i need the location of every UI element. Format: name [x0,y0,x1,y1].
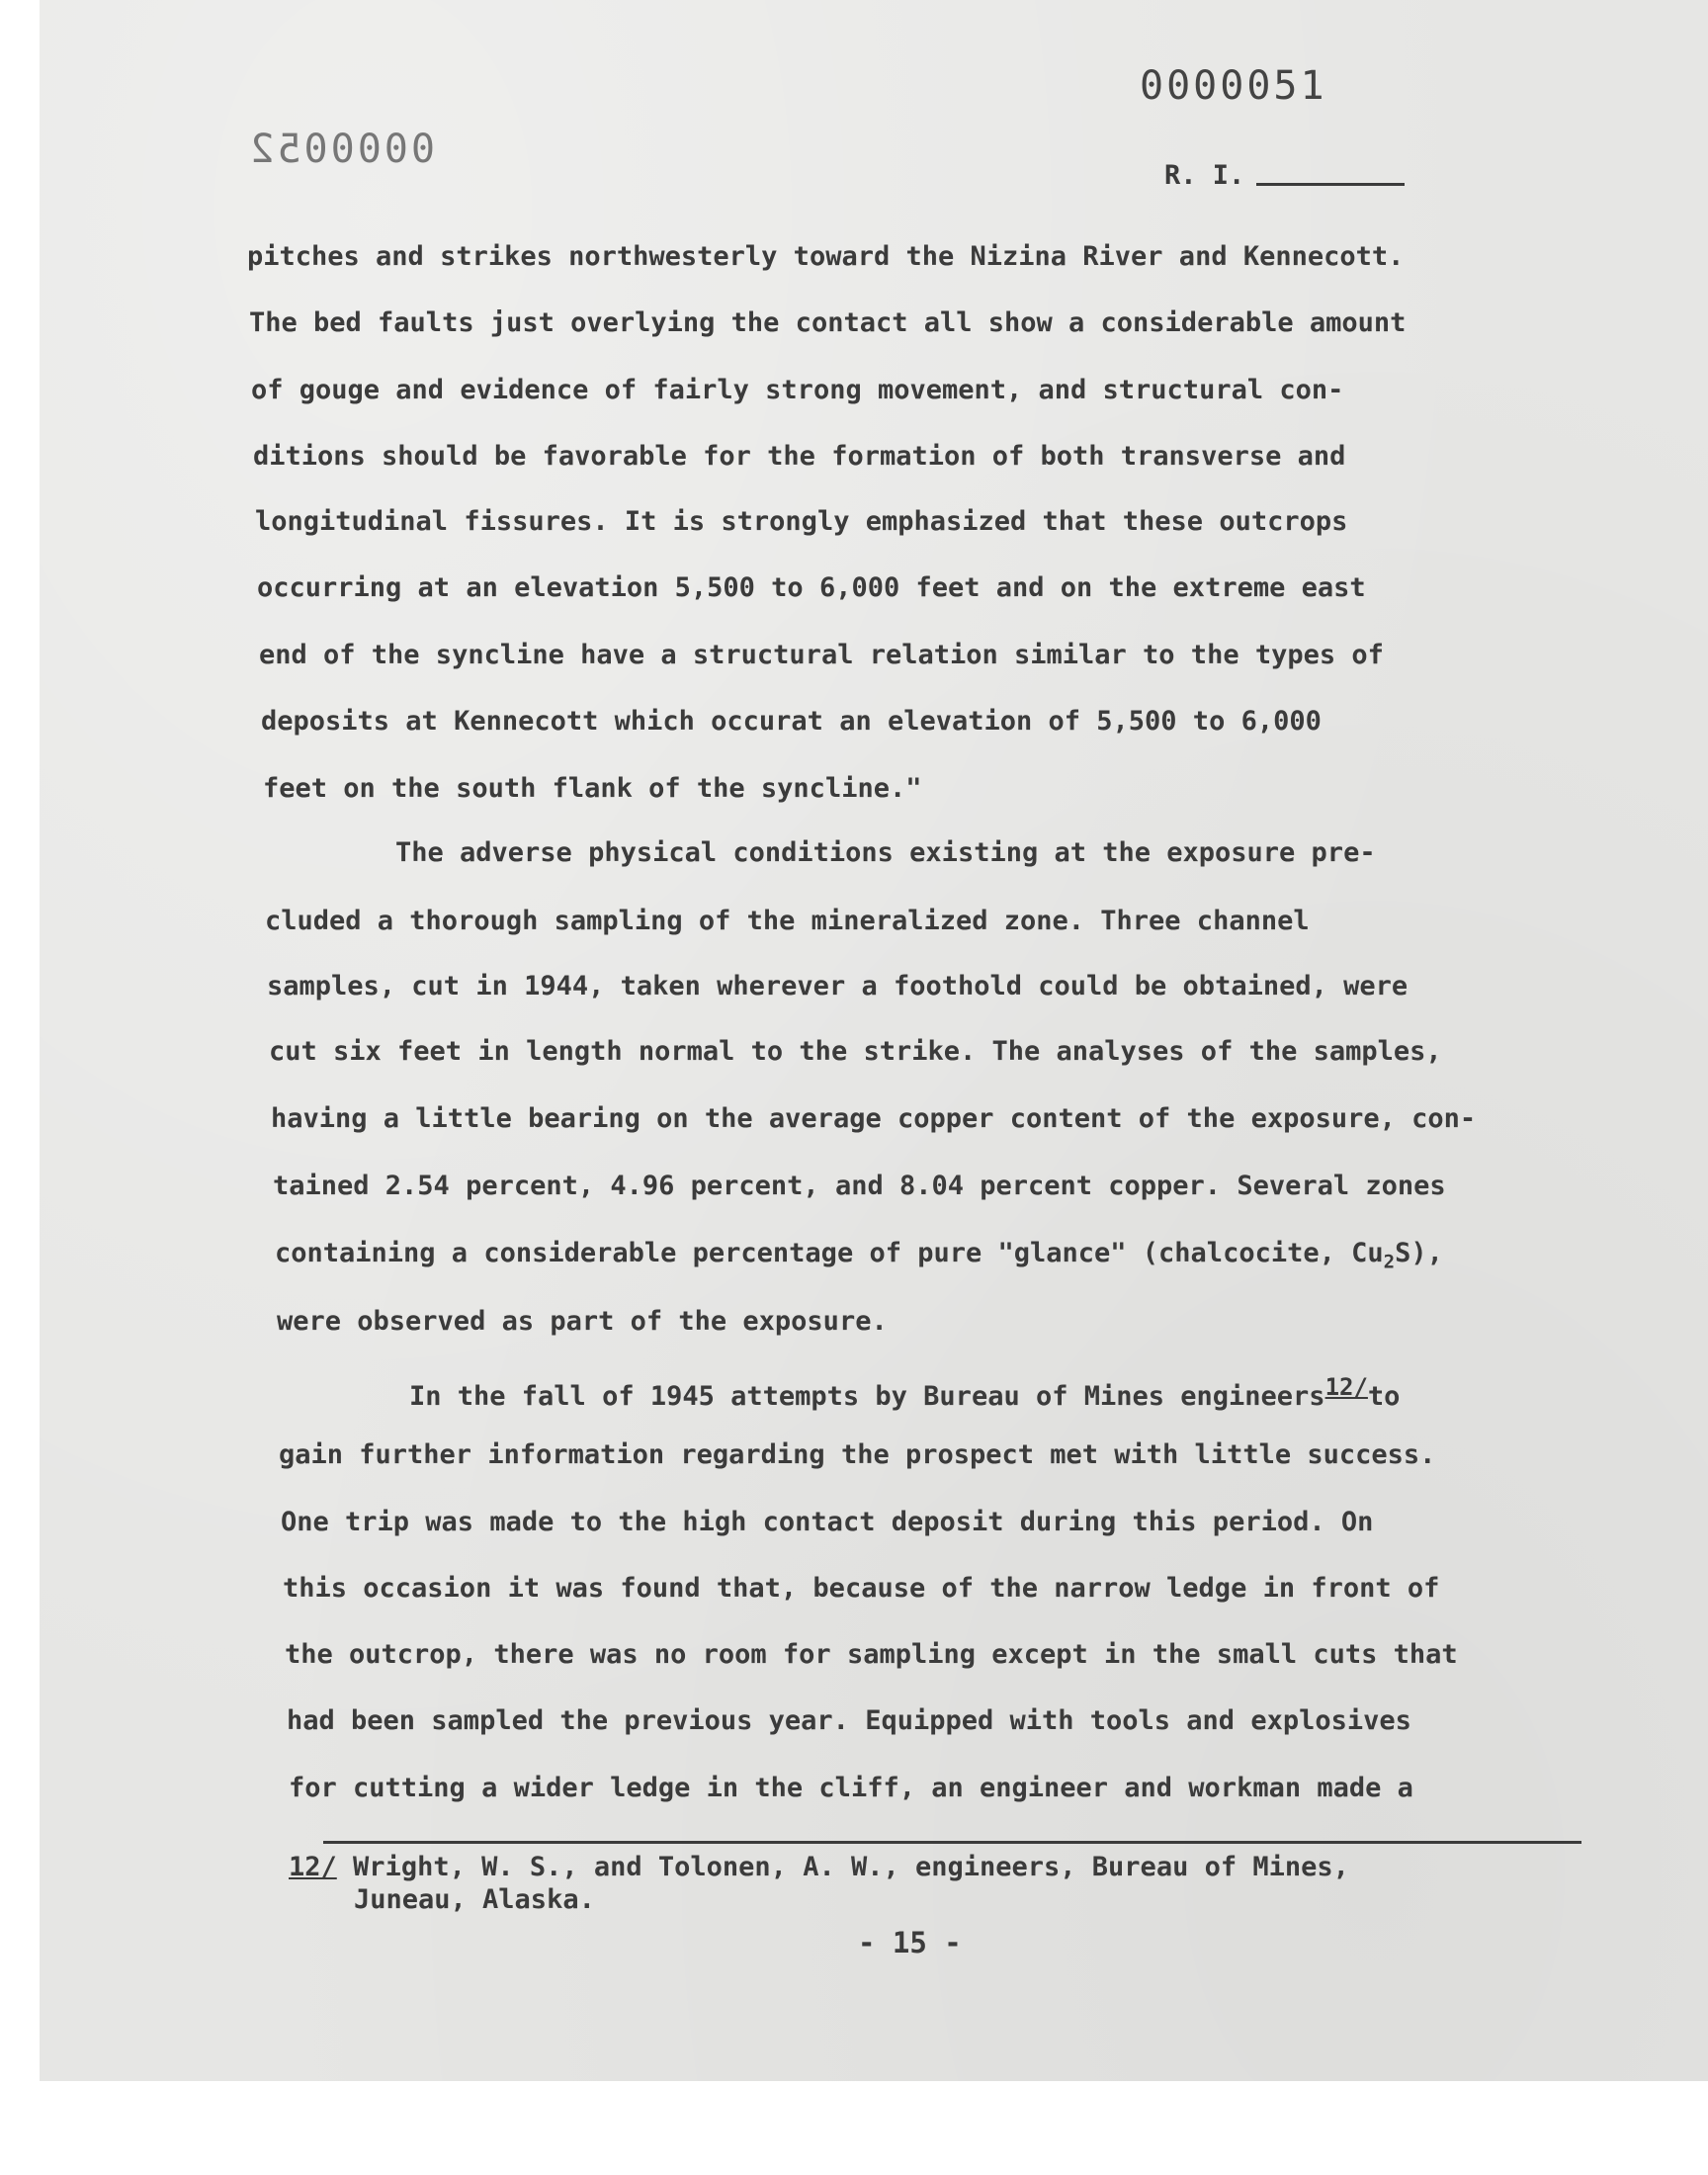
text-line-9: feet on the south flank of the syncline." [263,773,922,804]
text-line-24: for cutting a wider ledge in the cliff, an engineer and workman made a [289,1773,1413,1803]
text-line-7: end of the syncline have a structural relation similar to the types of [259,640,1384,670]
text-line-12: samples, cut in 1944, taken wherever a foothold could be obtained, were [267,971,1409,1001]
ri-blank-line [1256,183,1405,186]
subscript-2: 2 [1383,1251,1396,1273]
text-line-15: tained 2.54 percent, 4.96 percent, and 8.04 percent copper. Several zones [273,1171,1446,1201]
text-line-16 [275,1239,1443,1276]
text-line-18 [409,1372,1400,1412]
ri-label: R. I. [1164,160,1245,191]
text-line-10: The adverse physical conditions existing at the exposure pre- [395,837,1376,868]
text-line-5: longitudinal fissures. It is strongly emphasized that these outcrops [255,506,1348,537]
text-line-18-tail: to [1367,1381,1401,1412]
text-line-13: cut six feet in length normal to the strike. The analyses of the samples, [269,1036,1442,1067]
document-body [40,0,1708,2081]
page-number: - 15 - [858,1926,962,1959]
footnote-reference: 12/ [1324,1373,1368,1401]
footnote-line-1 [289,1853,1349,1882]
text-line-20: One trip was made to the high contact deposit during this period. On [281,1507,1374,1537]
text-line-23: had been sampled the previous year. Equipped with tools and explosives [287,1705,1411,1736]
text-line-6: occurring at an elevation 5,500 to 6,000 feet and on the extreme east [257,572,1366,603]
text-line-22: the outcrop, there was no room for sampling except in the small cuts that [285,1639,1458,1670]
text-line-3: of gouge and evidence of fairly strong movement, and structural con- [251,375,1344,405]
text-line-8: deposits at Kennecott which occurat an elevation of 5,500 to 6,000 [261,706,1322,737]
scanned-page [40,0,1708,2081]
text-line-16-tail: S), [1395,1238,1443,1268]
ri-field [1164,160,1405,191]
text-line-1: pitches and strikes northwesterly toward the Nizina River and Kennecott. [247,241,1405,272]
serial-number-bleed-through: 0000052 [247,127,435,172]
text-line-17: were observed as part of the exposure. [277,1306,888,1337]
text-line-2: The bed faults just overlying the contact all show a considerable amount [249,307,1407,338]
text-line-14: having a little bearing on the average copper content of the exposure, con- [271,1103,1477,1134]
footnote-marker: 12/ [289,1852,337,1882]
text-line-18-main: In the fall of 1945 attempts by Bureau of Mines engineers [409,1381,1325,1412]
text-line-4: ditions should be favorable for the formation of both transverse and [253,441,1346,472]
serial-number: 0000051 [1140,63,1327,109]
footnote-line-2: Juneau, Alaska. [354,1884,595,1915]
text-line-21: this occasion it was found that, because of the narrow ledge in front of [283,1573,1440,1604]
footnote-text-1: Wright, W. S., and Tolonen, A. W., engineers, Bureau of Mines, [353,1852,1349,1882]
footnote-separator [323,1841,1581,1844]
text-line-16-main: containing a considerable percentage of pure "glance" (chalcocite, Cu [275,1238,1384,1268]
text-line-11: cluded a thorough sampling of the mineralized zone. Three channel [265,906,1310,936]
text-line-19: gain further information regarding the prospect met with little success. [279,1439,1436,1470]
